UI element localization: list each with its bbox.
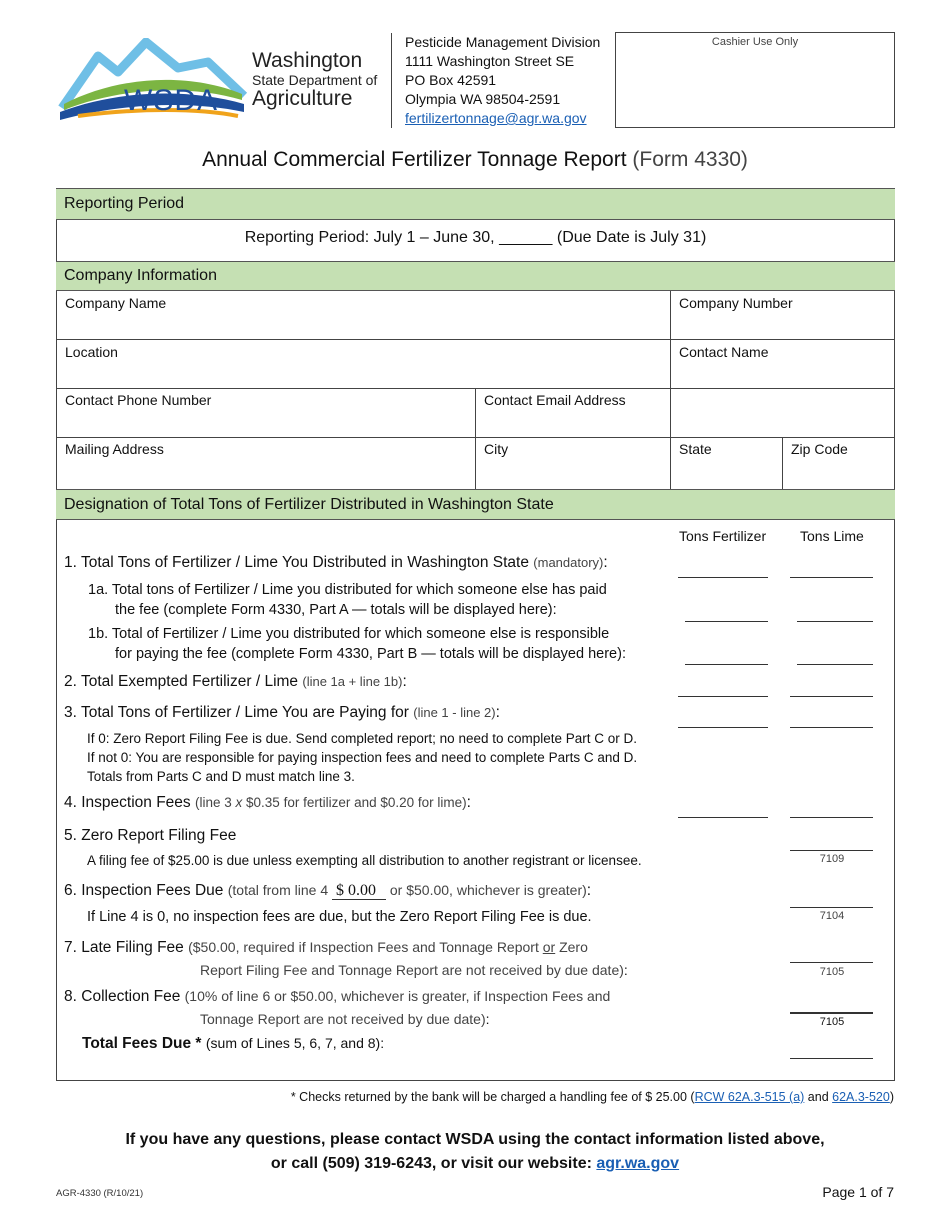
line-title: Total Exempted Fertilizer / Lime [80, 673, 299, 690]
total-fees-text [82, 1035, 384, 1053]
line1b-row: for paying the fee (complete Form 4330, Part B — totals will be displayed here): [115, 646, 626, 662]
address-line: 1111 Washington Street SE [405, 53, 575, 69]
line-number: 6. [64, 882, 77, 899]
section-reporting-label: Reporting Period [64, 195, 185, 212]
section-company-label: Company Information [64, 267, 217, 284]
line-number: 7. [64, 939, 77, 956]
company-number-field[interactable]: Company Number [679, 295, 793, 311]
line-note [195, 795, 467, 810]
org-line3: Agriculture [252, 87, 353, 110]
line-colon: : [586, 882, 592, 899]
line1-fertilizer-input[interactable] [678, 577, 768, 578]
line-note: (mandatory) [533, 555, 604, 570]
section-designation-label: Designation of Total Tons of Fertilizer Distributed in Washington State [64, 495, 554, 513]
logo-text: WSDA [124, 84, 218, 117]
line-note [188, 939, 588, 955]
org-line1: Washington [252, 49, 363, 72]
line1-lime-input[interactable] [790, 577, 873, 578]
website-link[interactable]: agr.wa.gov [596, 1155, 680, 1172]
line8-code: 7105 [819, 1016, 845, 1028]
contact-phone-field[interactable]: Contact Phone Number [65, 392, 212, 408]
line-note-part: (line 3 [195, 795, 236, 810]
footnote-close: ) [889, 1090, 894, 1104]
line4-text [64, 794, 471, 812]
line5-fee-input[interactable] [790, 850, 873, 851]
line7-note-cont [200, 962, 628, 978]
line-note-part: Report Filing Fee and Tonnage Report are not received by due date) [200, 962, 624, 978]
line1b-text [88, 624, 626, 664]
line6-code: 7104 [819, 910, 845, 922]
line-note-part: (total from line 4 [227, 882, 332, 898]
line-colon: : [485, 1011, 490, 1027]
section-company [56, 261, 895, 291]
line3-lime-input[interactable] [790, 727, 873, 728]
line-note-part: Zero [555, 939, 588, 955]
line-note-part: or [542, 939, 556, 955]
header-divider [391, 33, 392, 128]
line-note: (10% of line 6 or $50.00, whichever is greater, if Inspection Fees and [184, 988, 611, 1004]
line6-text [64, 882, 591, 900]
contact-block [0, 1128, 950, 1176]
footnote-text: * Checks returned by the bank will be charged a handling fee of $ 25.00 ( [290, 1090, 695, 1104]
line-colon: : [402, 673, 407, 690]
page-title [0, 148, 950, 172]
company-name-field[interactable]: Company Name [65, 295, 167, 311]
line-note-part: Tonnage Report are not received by due date) [200, 1011, 486, 1027]
page-number: Page 1 of 7 [822, 1184, 894, 1200]
line-colon: : [603, 554, 608, 571]
contact-name-field[interactable]: Contact Name [679, 344, 769, 360]
line3-note: If 0: Zero Report Filing Fee is due. Send completed report; no need to complete Part C or D. [87, 731, 638, 746]
footnote-and: and [804, 1090, 833, 1104]
address-block [405, 33, 600, 128]
line-colon: : [495, 704, 500, 721]
line7-text [64, 939, 588, 957]
line1b-row: 1b. Total of Fertilizer / Lime you distributed for which someone else is responsible [88, 626, 610, 642]
line4-fertilizer-input[interactable] [678, 817, 768, 818]
wsda-logo [58, 38, 248, 124]
line3-note: If not 0: You are responsible for paying inspection fees and need to complete Parts C and D. [87, 750, 638, 765]
line-note-part: ($50.00, required if Inspection Fees and Tonnage Report [188, 939, 543, 955]
contact-email-field[interactable]: Contact Email Address [484, 392, 626, 408]
line-note: (line 1 - line 2) [413, 705, 496, 720]
line7-fee-input[interactable] [790, 962, 873, 963]
line-number: 2. [64, 673, 77, 690]
line1a-row: 1a. Total tons of Fertilizer / Lime you distributed for which someone else has paid [88, 582, 607, 598]
location-field[interactable]: Location [65, 344, 118, 360]
line1b-fertilizer-input[interactable] [685, 664, 768, 665]
line6-total-value: $ 0.00 [332, 882, 386, 900]
reporting-period-text: Reporting Period: July 1 – June 30, ______ (Due Date is July 31) [244, 229, 707, 246]
org-name [252, 50, 382, 110]
line3-fertilizer-input[interactable] [678, 727, 768, 728]
line1a-lime-input[interactable] [797, 621, 873, 622]
line2-lime-input[interactable] [790, 696, 873, 697]
line5-code: 7109 [819, 853, 845, 865]
org-line2: State Department of [252, 72, 378, 88]
line3-notes [87, 729, 637, 786]
line1a-fertilizer-input[interactable] [685, 621, 768, 622]
contact-line1: If you have any questions, please contact WSDA using the contact information listed above, [125, 1131, 825, 1148]
line8-text [64, 988, 610, 1006]
line2-text [64, 673, 407, 691]
title-form: (Form 4330) [632, 148, 748, 171]
zip-code-field[interactable]: Zip Code [791, 441, 848, 457]
line-note-part: $0.35 for fertilizer and $0.20 for lime) [242, 795, 467, 810]
city-field[interactable]: City [484, 441, 509, 457]
line1a-row: the fee (complete Form 4330, Part A — totals will be displayed here): [115, 602, 557, 618]
line-colon: : [623, 962, 628, 978]
line2-fertilizer-input[interactable] [678, 696, 768, 697]
line-note-part: or $50.00, whichever is greater) [386, 882, 587, 898]
line-number: 4. [64, 794, 77, 811]
col-tons-fertilizer: Tons Fertilizer [679, 528, 767, 544]
cashier-label: Cashier Use Only [711, 36, 799, 48]
line8-fee-input[interactable] [790, 1012, 873, 1014]
state-field[interactable]: State [679, 441, 712, 457]
rcw-link-2[interactable]: 62A.3-520 [832, 1090, 890, 1104]
line5-text [64, 827, 236, 845]
line3-text [64, 704, 500, 722]
cashier-box [615, 32, 895, 128]
email-link[interactable]: fertilizertonnage@agr.wa.gov [405, 110, 587, 126]
line7-code: 7105 [819, 966, 845, 978]
line-note-part: x [235, 795, 243, 810]
line-colon: : [466, 794, 471, 811]
line8-note-cont [200, 1011, 490, 1027]
line-number: 1. [64, 554, 77, 571]
line-number: 5. [64, 827, 77, 844]
line-title: Total Tons of Fertilizer / Lime You are Paying for [80, 704, 409, 721]
line-title: Total Tons of Fertilizer / Lime You Distributed in Washington State [80, 554, 529, 571]
section-reporting [56, 188, 895, 220]
mailing-address-field[interactable]: Mailing Address [65, 441, 164, 457]
section-designation [56, 489, 895, 520]
total-fees-input[interactable] [790, 1058, 873, 1059]
col-tons-lime: Tons Lime [800, 528, 864, 544]
contact-line2 [0, 1152, 950, 1176]
line1b-lime-input[interactable] [797, 664, 873, 665]
address-line: Olympia WA 98504-2591 [405, 91, 561, 107]
line-title: Inspection Fees Due [81, 882, 224, 899]
total-title: Total Fees Due * [82, 1035, 202, 1052]
line1-text [64, 554, 608, 572]
line-note [228, 882, 587, 898]
rcw-link-1[interactable]: RCW 62A.3-515 (a) [694, 1090, 805, 1104]
line-title: Zero Report Filing Fee [81, 827, 237, 844]
address-line: Pesticide Management Division [405, 34, 601, 50]
footnote [291, 1090, 894, 1104]
line1a-text [88, 580, 607, 620]
contact-line2-text: or call (509) 319-6243, or visit our website: [270, 1155, 597, 1172]
line6-fee-input[interactable] [790, 907, 873, 908]
line6-desc: If Line 4 is 0, no inspection fees are due, but the Zero Report Filing Fee is due. [87, 909, 592, 925]
line-title: Inspection Fees [81, 794, 191, 811]
line-title: Collection Fee [81, 988, 181, 1005]
line-title: Late Filing Fee [81, 939, 184, 956]
line-note: (line 1a + line 1b) [302, 674, 403, 689]
line-number: 8. [64, 988, 77, 1005]
line3-note: Totals from Parts C and D must match line 3. [87, 769, 355, 784]
title-main: Annual Commercial Fertilizer Tonnage Report [202, 148, 627, 171]
line4-lime-input[interactable] [790, 817, 873, 818]
line5-desc: A filing fee of $25.00 is due unless exempting all distribution to another registrant or licensee. [87, 853, 642, 868]
total-note: (sum of Lines 5, 6, 7, and 8): [205, 1035, 385, 1051]
address-line: PO Box 42591 [405, 72, 497, 88]
form-id: AGR-4330 (R/10/21) [56, 1188, 144, 1199]
line-number: 3. [64, 704, 77, 721]
